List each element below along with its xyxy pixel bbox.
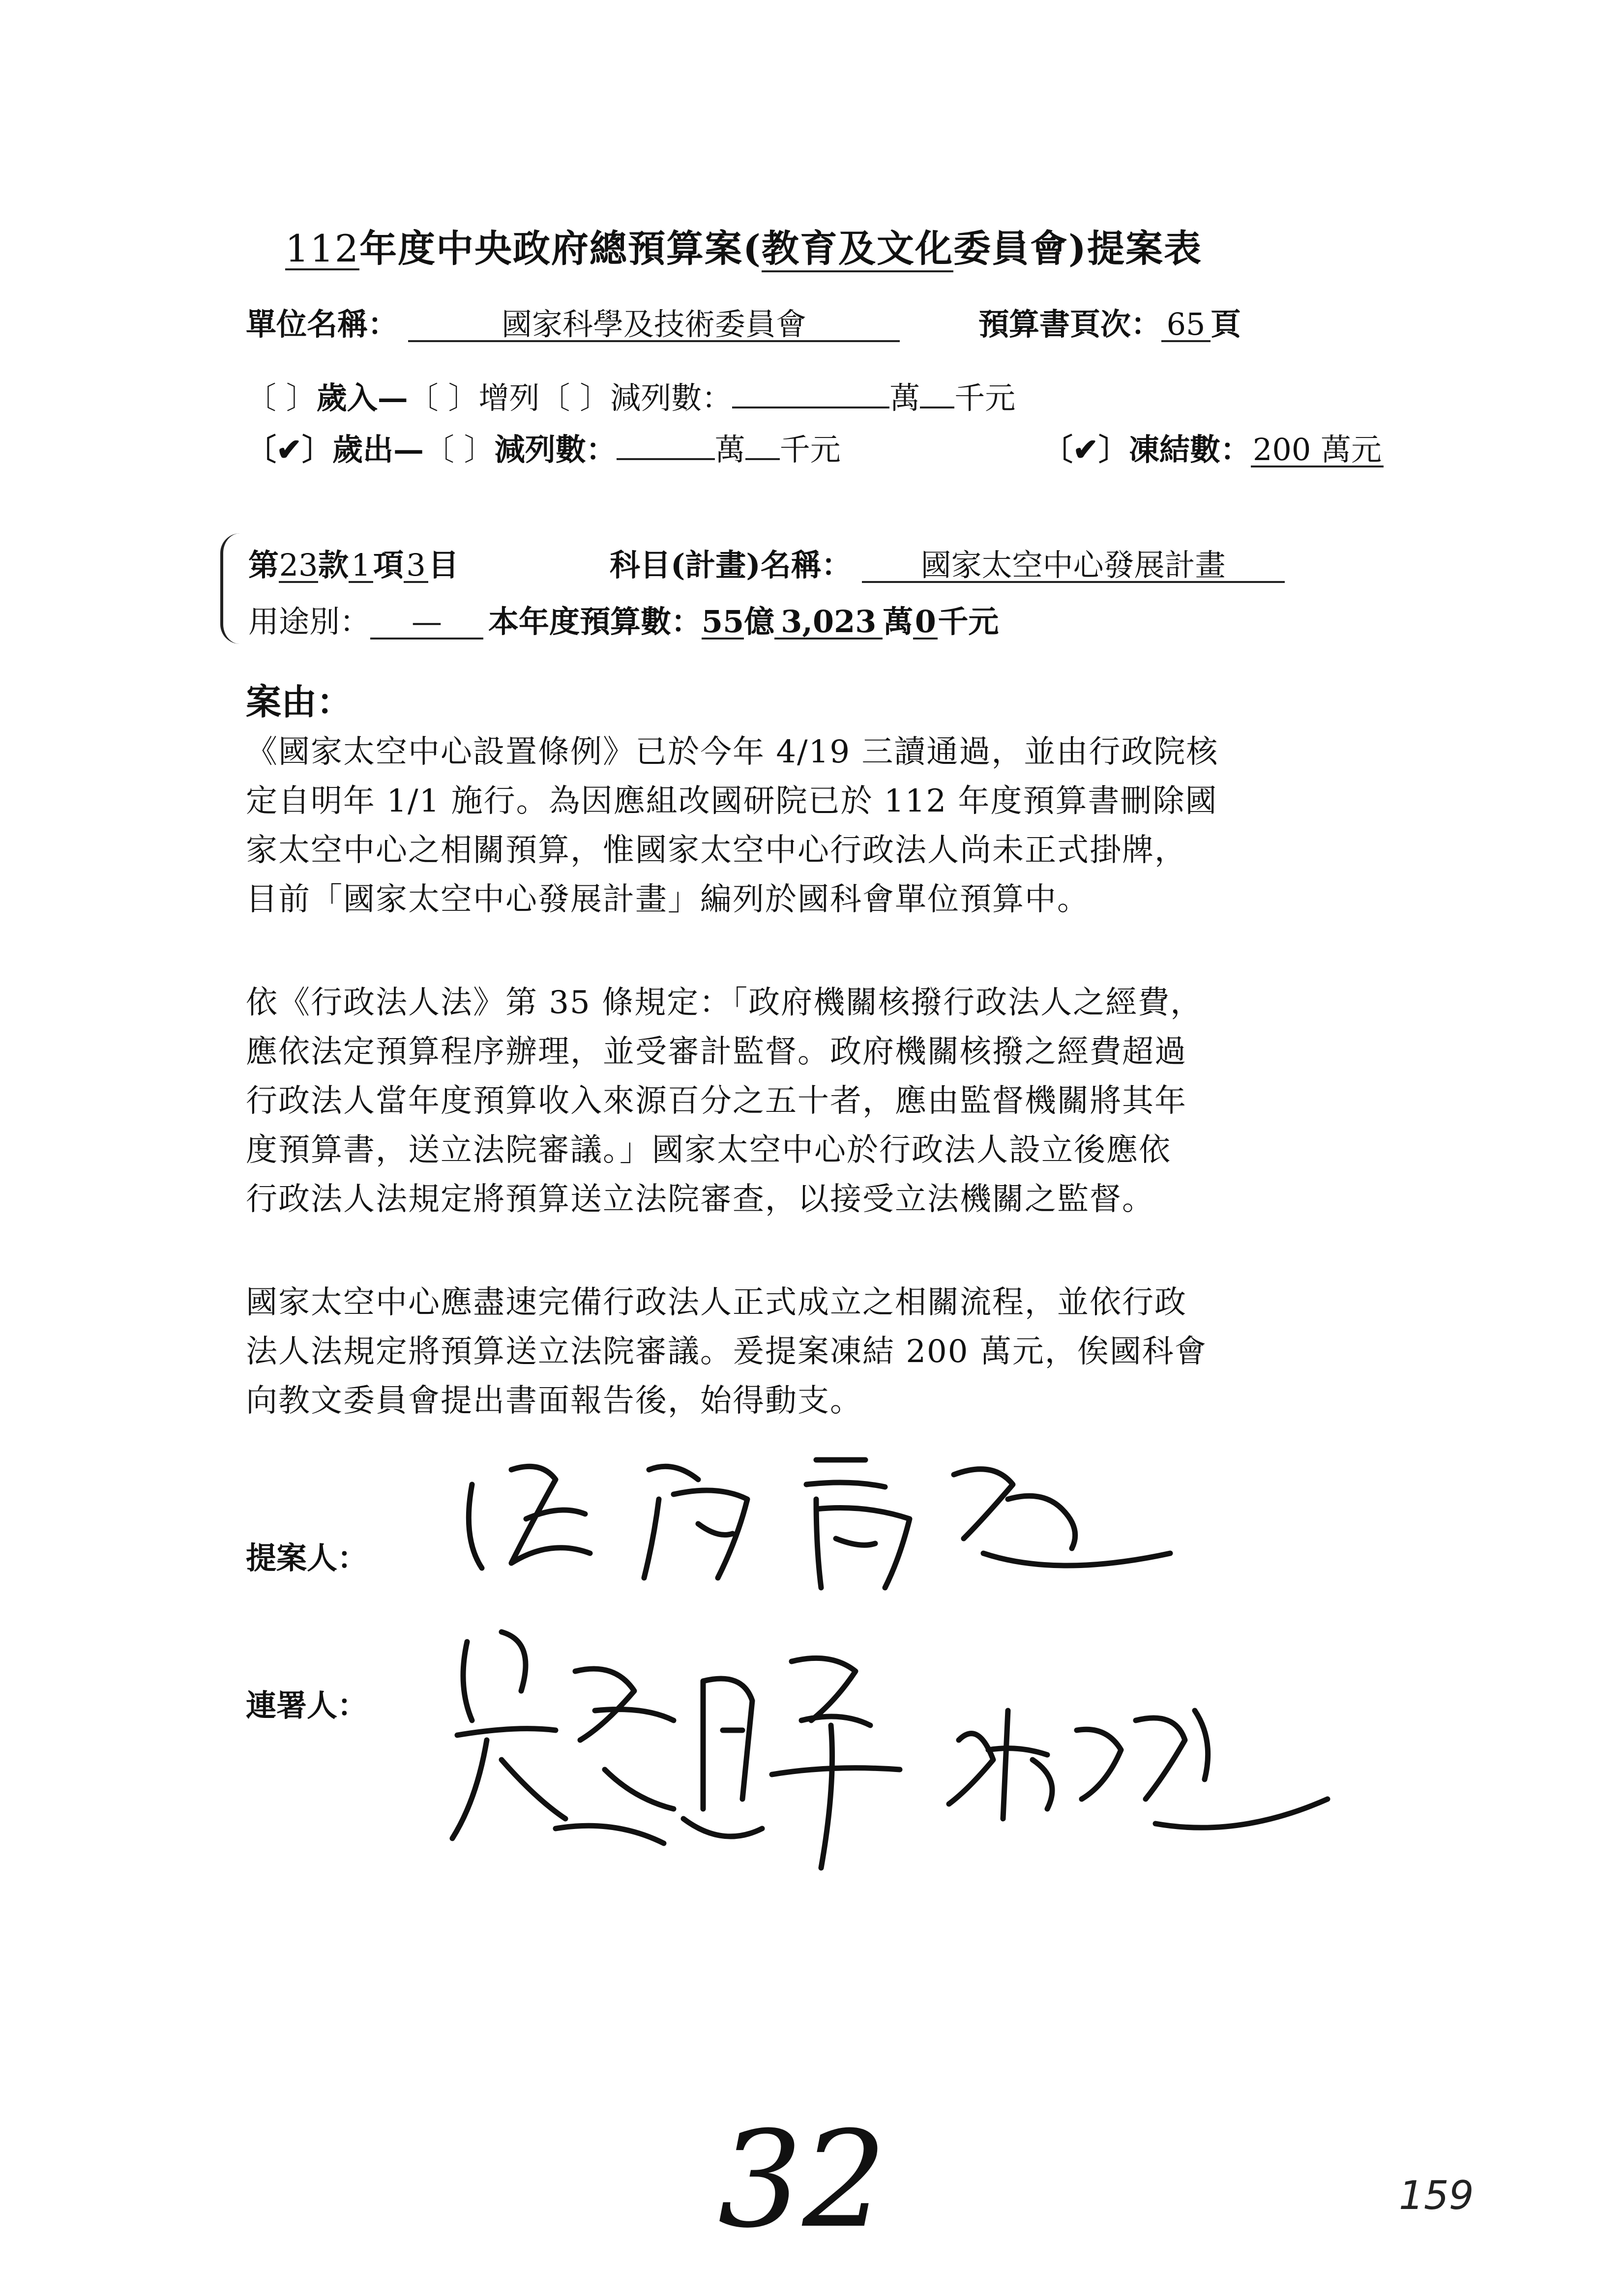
title-text-before: 年度中央政府總預算案( bbox=[359, 227, 762, 270]
expenditure-decrease-checkbox[interactable]: 〔 〕 bbox=[423, 432, 495, 467]
title-text-after: 委員會)提案表 bbox=[953, 227, 1202, 270]
reason-paragraph-2 bbox=[246, 978, 1377, 1224]
paragraph-line: 定自明年 1/1 施行。為因應組改國研院已於 112 年度預算書刪除國 bbox=[246, 783, 1218, 819]
budget-yi: 55 bbox=[702, 604, 744, 639]
paragraph-line: 家太空中心之相關預算，惟國家太空中心行政法人尚未正式掛牌， bbox=[246, 832, 1187, 869]
page-ref bbox=[978, 300, 1241, 344]
cosigner-label: 連署人： bbox=[246, 1687, 368, 1723]
plan-name-value: 國家太空中心發展計畫 bbox=[862, 549, 1285, 583]
item-bracket bbox=[220, 533, 243, 644]
kuan-label: 款 bbox=[318, 547, 349, 583]
paragraph-line: 應依法定預算程序辦理，並受審計監督。政府機關核撥之經費超過 bbox=[246, 1034, 1187, 1070]
title-year: 112 bbox=[285, 227, 360, 270]
page-label: 預算書頁次： bbox=[978, 306, 1162, 342]
revenue-increase-label: 增列 bbox=[478, 380, 540, 416]
unit-row bbox=[246, 300, 900, 344]
revenue-checkbox[interactable]: 〔 〕 bbox=[246, 380, 317, 416]
proposer-label: 提案人： bbox=[246, 1540, 368, 1576]
form-title bbox=[285, 219, 1202, 272]
revenue-decrease-label: 減列數： bbox=[610, 380, 733, 416]
proposer-signature bbox=[443, 1440, 1205, 1637]
unit-value: 國家科學及技術委員會 bbox=[408, 308, 900, 342]
revenue-qian-blank bbox=[920, 407, 954, 408]
kuan-value: 23 bbox=[279, 547, 318, 583]
paragraph-line: 行政法人法規定將預算送立法院審查，以接受立法機關之監督。 bbox=[246, 1181, 1154, 1218]
title-committee: 教育及文化 bbox=[762, 227, 953, 272]
plan-name-row bbox=[610, 541, 1285, 584]
xiang-value: 1 bbox=[349, 549, 373, 583]
revenue-qian-unit: 千元 bbox=[954, 380, 1016, 416]
budget-label: 本年度預算數： bbox=[488, 604, 702, 639]
expenditure-qian-blank bbox=[745, 458, 780, 460]
paragraph-line: 度預算書，送立法院審議。」國家太空中心於行政法人設立後應依 bbox=[246, 1132, 1171, 1168]
expenditure-wan-blank bbox=[617, 458, 715, 460]
usage-label: 用途別： bbox=[248, 604, 371, 639]
revenue-decrease-checkbox[interactable]: 〔 〕 bbox=[539, 380, 611, 416]
kuan-prefix: 第 bbox=[248, 547, 279, 583]
freeze-value: 200 萬元 bbox=[1251, 434, 1384, 467]
usage-value: — bbox=[370, 606, 483, 639]
expenditure-decrease-label: 減列數： bbox=[494, 432, 617, 467]
budget-qian: 0 bbox=[913, 606, 938, 639]
cosigner-signature bbox=[428, 1612, 1401, 1917]
budget-wan: 3,023 bbox=[774, 606, 883, 639]
revenue-wan-unit: 萬 bbox=[889, 380, 920, 416]
mu-label: 目 bbox=[428, 547, 459, 583]
expenditure-wan-unit: 萬 bbox=[714, 432, 745, 467]
freeze-label: 凍結數： bbox=[1128, 432, 1251, 467]
handwritten-number: 32 bbox=[718, 2102, 887, 2257]
unit-label: 單位名稱： bbox=[246, 306, 399, 342]
budget-qian-label: 千元 bbox=[938, 604, 999, 639]
expenditure-qian-unit: 千元 bbox=[779, 432, 841, 467]
expenditure-label: 歲出— bbox=[332, 432, 424, 467]
paragraph-line: 法人法規定將預算送立法院審議。爰提案凍結 200 萬元，俟國科會 bbox=[246, 1334, 1207, 1370]
paragraph-line: 行政法人當年度預算收入來源百分之五十者，應由監督機關將其年 bbox=[246, 1083, 1187, 1119]
item-row bbox=[248, 541, 459, 584]
freeze-group bbox=[1042, 425, 1384, 469]
budget-yi-label: 億 bbox=[744, 604, 775, 639]
expenditure-checkbox[interactable]: 〔✔〕 bbox=[246, 432, 332, 467]
page-suffix: 頁 bbox=[1211, 306, 1241, 342]
reason-paragraph-3 bbox=[246, 1278, 1377, 1425]
revenue-increase-checkbox[interactable]: 〔 〕 bbox=[408, 380, 479, 416]
page-number: 159 bbox=[1399, 2173, 1474, 2218]
xiang-label: 項 bbox=[373, 547, 404, 583]
mu-value: 3 bbox=[404, 549, 428, 583]
page-value: 65 bbox=[1161, 308, 1211, 342]
plan-name-label: 科目(計畫)名稱： bbox=[610, 547, 852, 583]
expenditure-row bbox=[246, 425, 841, 469]
paragraph-line: 向教文委員會提出書面報告後，始得動支。 bbox=[246, 1383, 862, 1419]
budget-wan-label: 萬 bbox=[883, 604, 914, 639]
revenue-label: 歲入— bbox=[316, 380, 408, 416]
reason-paragraph-1 bbox=[246, 727, 1377, 924]
paragraph-line: 目前「國家太空中心發展計畫」編列於國科會單位預算中。 bbox=[246, 881, 1090, 918]
revenue-wan-blank bbox=[732, 407, 889, 408]
paragraph-line: 依《行政法人法》第 35 條規定：「政府機關核撥行政法人之經費， bbox=[246, 985, 1203, 1021]
freeze-checkbox[interactable]: 〔✔〕 bbox=[1042, 432, 1129, 467]
paragraph-line: 《國家太空中心設置條例》已於今年 4/19 三讀通過，並由行政院核 bbox=[246, 734, 1219, 770]
revenue-row bbox=[246, 374, 1015, 417]
reason-heading: 案由： bbox=[246, 681, 353, 723]
paragraph-line: 國家太空中心應盡速完備行政法人正式成立之相關流程，並依行政 bbox=[246, 1284, 1187, 1321]
usage-row bbox=[248, 597, 999, 641]
